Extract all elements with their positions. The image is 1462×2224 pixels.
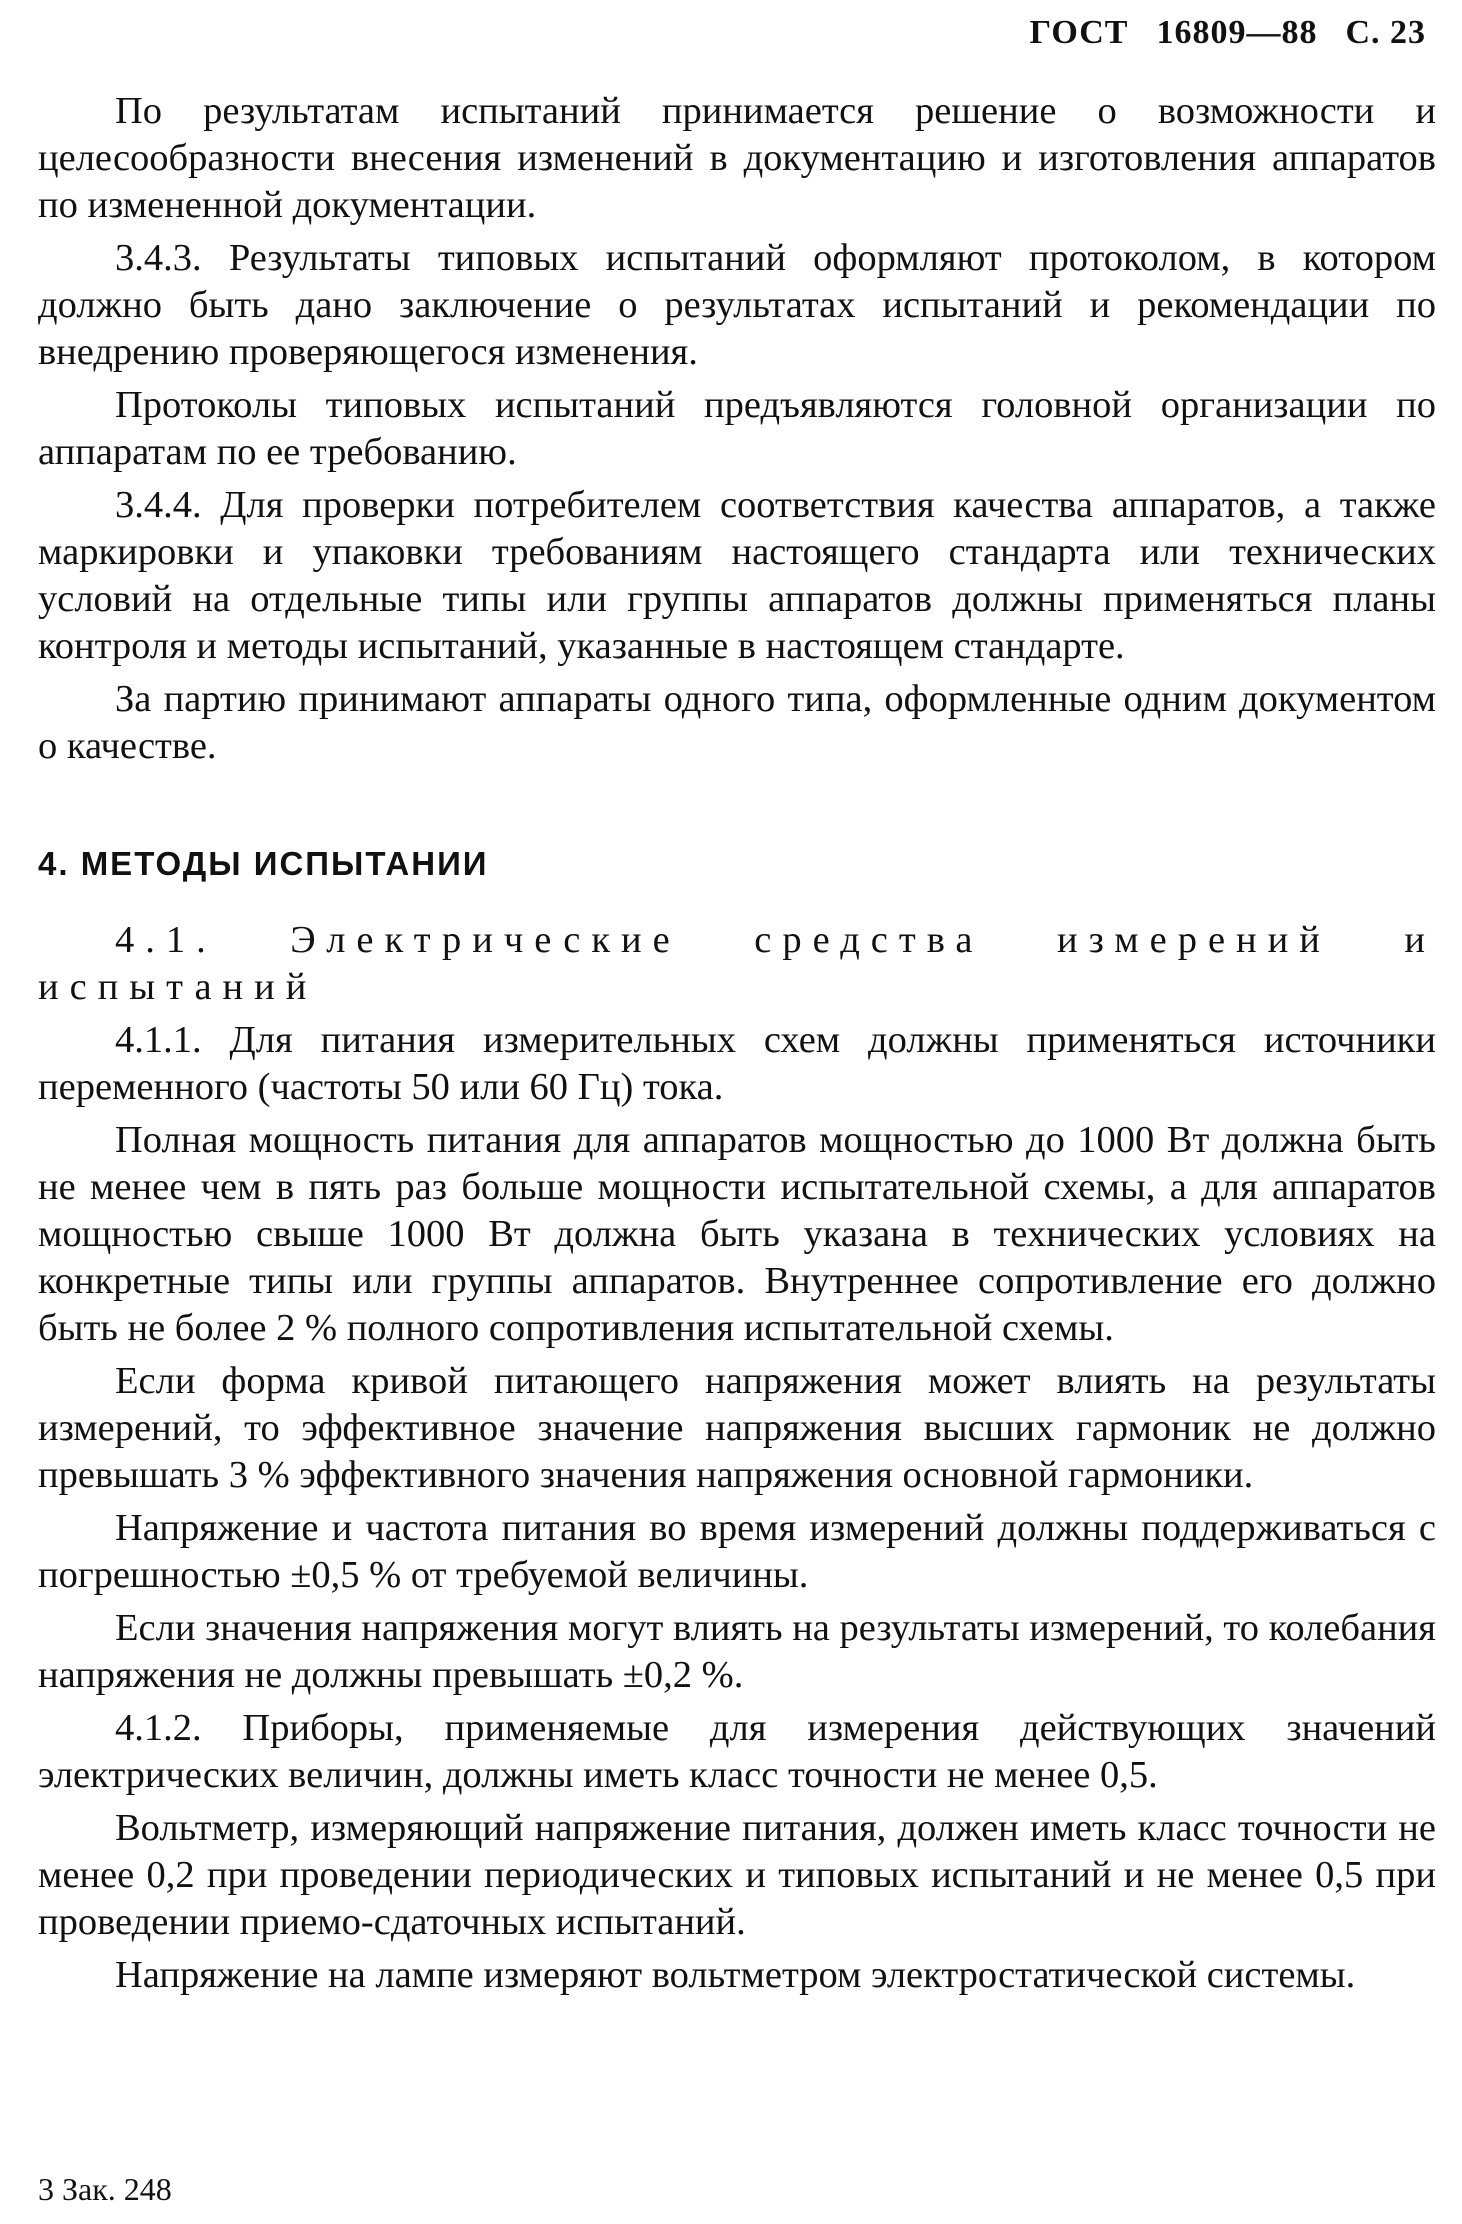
document-body xyxy=(38,88,1436,2005)
page-footer: 3 Зак. 248 xyxy=(38,2171,172,2207)
paragraph: За партию принимают аппараты одного типа, оформленные одним документом о качестве. xyxy=(38,678,1436,767)
paragraph: Если форма кривой питающего напряжения может влиять на результаты измерений, то эффективное значение напряжения высших гармоник не должно превышать 3 % эффективного значения напряжения основной гармоники. xyxy=(38,1360,1436,1496)
paragraph-3-4-4: 3.4.4. Для проверки потребителем соответствия качества аппаратов, а также маркировки и упаковки требованиям настоящего стандарта или технических условий на отдельные типы или группы аппаратов должны применяться планы контроля и методы испытаний, указанные в настоящем стандарте. xyxy=(38,484,1436,667)
paragraph: Если значения напряжения могут влиять на результаты измерений, то колебания напряжения не должны превышать ±0,2 %. xyxy=(38,1607,1436,1696)
paragraph-4-1-1: 4.1.1. Для питания измерительных схем должны применяться источники переменного (частоты 50 или 60 Гц) тока. xyxy=(38,1019,1436,1108)
standard-label: ГОСТ xyxy=(1029,14,1129,51)
paragraph: Полная мощность питания для аппаратов мощностью до 1000 Вт должна быть не менее чем в пять раз больше мощности испытательной схемы, а для аппаратов мощностью свыше 1000 Вт должна быть указана в технических условиях на конкретные типы или группы аппаратов. Внутреннее сопротивление его должно быть не более 2 % полного сопротивления испытательной схемы. xyxy=(38,1119,1436,1349)
paragraph: Протоколы типовых испытаний предъявляются головной организации по аппаратам по ее требованию. xyxy=(38,384,1436,473)
paragraph: Напряжение на лампе измеряют вольтметром электростатической системы. xyxy=(115,1954,1356,1996)
paragraph-3-4-3: 3.4.3. Результаты типовых испытаний оформляют протоколом, в котором должно быть дано заключение о результатах испытаний и рекомендации по внедрению проверяющегося изменения. xyxy=(38,237,1436,373)
section-title: 4. МЕТОДЫ ИСПЫТАНИИ xyxy=(38,845,489,882)
paragraph: Напряжение и частота питания во время измерений должны поддерживаться с погрешностью ±0,5 % от требуемой величины. xyxy=(38,1507,1436,1596)
subsection-title: 4.1. Электрические средства измерений и испытаний xyxy=(38,919,1436,1008)
paragraph-4-1-2: 4.1.2. Приборы, применяемые для измерения действующих значений электрических величин, должны иметь класс точности не менее 0,5. xyxy=(38,1707,1436,1796)
page-number: С. 23 xyxy=(1345,14,1426,51)
paragraph: Вольтметр, измеряющий напряжение питания, должен иметь класс точности не менее 0,2 при проведении периодических и типовых испытаний и не менее 0,5 при проведении приемо-сдаточных испытаний. xyxy=(38,1807,1436,1943)
standard-number: 16809—88 xyxy=(1156,14,1318,51)
page-header xyxy=(1030,14,1426,52)
paragraph: По результатам испытаний принимается решение о возможности и целесообразности внесения изменений в документацию и изготовления аппаратов по измененной документации. xyxy=(38,90,1436,226)
